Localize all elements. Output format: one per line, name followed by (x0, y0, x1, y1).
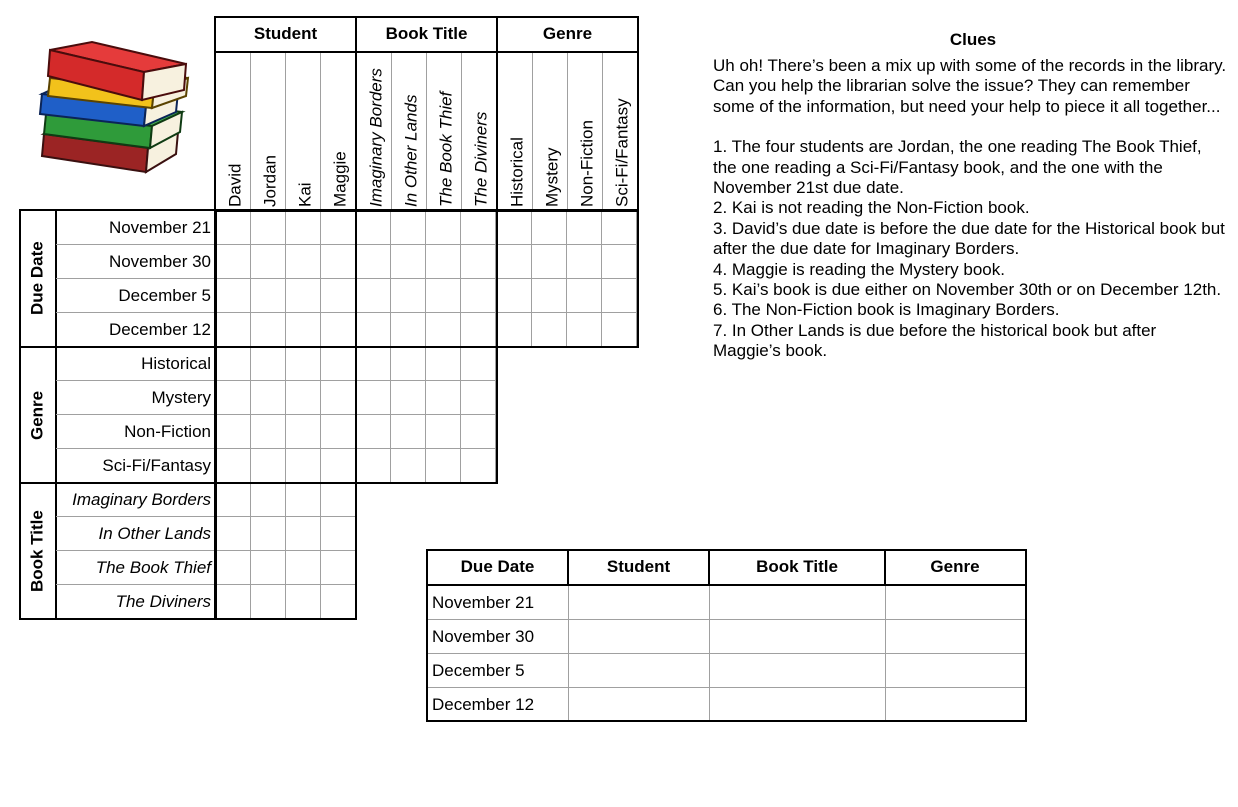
grid-cell[interactable] (251, 381, 286, 415)
grid-cell[interactable] (461, 449, 496, 483)
grid-cell[interactable] (426, 279, 461, 313)
grid-cell[interactable] (567, 245, 602, 279)
clues-intro: Uh oh! There’s been a mix up with some of the records in the library. Can you help the librarian solve the issue? They can remember some of the information, but need your help to piece it all together... (713, 56, 1227, 116)
grid-cell[interactable] (391, 449, 426, 483)
col-label-book-title: The Book Thief (436, 91, 456, 207)
grid-cell[interactable] (286, 517, 321, 551)
row-label-book-title: The Diviners (115, 592, 211, 611)
solution-header-book-title: Book Title (756, 557, 838, 576)
grid-cell[interactable] (216, 517, 251, 551)
grid-cell[interactable] (251, 517, 286, 551)
clues-title: Clues (949, 30, 997, 49)
grid-cell[interactable] (216, 483, 251, 517)
row-label-genre: Sci-Fi/Fantasy (102, 456, 211, 475)
grid-cell[interactable] (321, 415, 356, 449)
grid-cell[interactable] (356, 381, 391, 415)
solution-answer-cell[interactable] (569, 620, 708, 653)
grid-cell[interactable] (286, 279, 321, 313)
grid-cell[interactable] (356, 279, 391, 313)
col-label-student: Maggie (330, 151, 350, 207)
grid-cell[interactable] (251, 483, 286, 517)
grid-cell[interactable] (286, 449, 321, 483)
solution-answer-cell[interactable] (710, 654, 884, 687)
grid-cell[interactable] (497, 245, 532, 279)
grid-cell[interactable] (461, 381, 496, 415)
grid-cell[interactable] (321, 279, 356, 313)
grid-cell[interactable] (426, 313, 461, 347)
grid-cell[interactable] (532, 279, 567, 313)
grid-cell[interactable] (216, 279, 251, 313)
side-header-book-title: Book Title (27, 510, 47, 592)
grid-cell[interactable] (321, 517, 356, 551)
grid-cell[interactable] (356, 313, 391, 347)
grid-cell[interactable] (461, 313, 496, 347)
clue-item: 5. Kai’s book is due either on November 30th or on December 12th. (713, 280, 1222, 300)
solution-answer-cell[interactable] (569, 586, 708, 619)
grid-cell[interactable] (602, 313, 637, 347)
grid-cell[interactable] (216, 313, 251, 347)
group-header-genre: Genre (542, 24, 593, 43)
grid-cell[interactable] (321, 483, 356, 517)
grid-cell[interactable] (391, 211, 426, 245)
solution-row-due-date: December 12 (432, 694, 535, 714)
clue-item: 2. Kai is not reading the Non-Fiction book. (713, 198, 1030, 218)
grid-cell[interactable] (216, 211, 251, 245)
col-label-book-title: Imaginary Borders (366, 68, 386, 207)
col-label-book-title: The Diviners (471, 111, 491, 207)
grid-cell[interactable] (426, 211, 461, 245)
grid-cell[interactable] (321, 313, 356, 347)
grid-cell[interactable] (321, 245, 356, 279)
grid-cell[interactable] (356, 211, 391, 245)
row-label-due-date: December 12 (108, 320, 211, 339)
grid-cell[interactable] (532, 245, 567, 279)
clue-item: 7. In Other Lands is due before the historical book but after Maggie’s book. (713, 320, 1157, 361)
grid-cell[interactable] (216, 245, 251, 279)
col-label-book-title: In Other Lands (401, 94, 421, 207)
grid-cell[interactable] (286, 245, 321, 279)
grid-cell[interactable] (216, 585, 251, 619)
grid-cell[interactable] (461, 279, 496, 313)
clue-item: 6. The Non-Fiction book is Imaginary Borders. (713, 300, 1060, 320)
solution-row-due-date: November 21 (432, 593, 535, 612)
grid-cell[interactable] (251, 245, 286, 279)
grid-cell[interactable] (602, 245, 637, 279)
solution-row-due-date: December 5 (432, 661, 525, 680)
row-label-due-date: November 21 (108, 218, 211, 237)
grid-cell[interactable] (497, 211, 532, 245)
grid-cell[interactable] (497, 313, 532, 347)
grid-cell[interactable] (286, 415, 321, 449)
solution-answer-cell[interactable] (886, 620, 1025, 653)
grid-cell[interactable] (426, 347, 461, 381)
grid-cell[interactable] (567, 313, 602, 347)
grid-cell[interactable] (286, 313, 321, 347)
grid-cell[interactable] (216, 415, 251, 449)
grid-cell[interactable] (567, 211, 602, 245)
grid-cell[interactable] (426, 381, 461, 415)
solution-answer-cell[interactable] (710, 688, 884, 721)
grid-cell[interactable] (286, 347, 321, 381)
grid-cell[interactable] (391, 279, 426, 313)
group-header-book-title: Book Title (385, 24, 468, 43)
solution-row-due-date: November 30 (432, 627, 535, 646)
solution-answer-cell[interactable] (710, 586, 884, 619)
grid-cell[interactable] (426, 245, 461, 279)
grid-cell[interactable] (426, 449, 461, 483)
grid-cell[interactable] (391, 313, 426, 347)
row-label-genre: Historical (141, 354, 211, 373)
grid-cell[interactable] (356, 415, 391, 449)
grid-cell[interactable] (251, 415, 286, 449)
solution-header-due-date: Due Date (460, 557, 535, 576)
col-label-student: Jordan (260, 155, 280, 207)
row-label-genre: Mystery (151, 388, 211, 407)
grid-cell[interactable] (461, 245, 496, 279)
row-label-due-date: December 5 (118, 286, 211, 305)
grid-cell[interactable] (321, 449, 356, 483)
col-label-genre: Non-Fiction (577, 120, 597, 207)
row-label-book-title: In Other Lands (98, 524, 211, 543)
grid-cell[interactable] (391, 245, 426, 279)
clue-item: 1. The four students are Jordan, the one reading The Book Thief, the one reading a Sci-Fi/Fantasy book, and the one with the November 21st due date. (713, 137, 1202, 198)
grid-cell[interactable] (602, 211, 637, 245)
solution-answer-cell[interactable] (886, 586, 1025, 619)
solution-header-genre: Genre (930, 557, 980, 576)
grid-cell[interactable] (602, 279, 637, 313)
group-header-student: Student (253, 24, 318, 43)
grid-cell[interactable] (426, 415, 461, 449)
grid-cell[interactable] (356, 347, 391, 381)
grid-cell[interactable] (461, 347, 496, 381)
row-label-due-date: November 30 (108, 252, 211, 271)
grid-cell[interactable] (497, 279, 532, 313)
solution-answer-cell[interactable] (886, 688, 1025, 721)
solution-answer-cell[interactable] (886, 654, 1025, 687)
col-label-student: Kai (295, 182, 315, 207)
grid-cell[interactable] (356, 449, 391, 483)
side-header-genre: Genre (27, 390, 47, 440)
grid-cell[interactable] (532, 211, 567, 245)
grid-cell[interactable] (391, 381, 426, 415)
col-label-genre: Sci-Fi/Fantasy (612, 98, 632, 207)
grid-cell[interactable] (216, 551, 251, 585)
grid-cell[interactable] (461, 415, 496, 449)
grid-cell[interactable] (321, 551, 356, 585)
grid-cell[interactable] (286, 551, 321, 585)
solution-answer-cell[interactable] (569, 654, 708, 687)
clue-item: 4. Maggie is reading the Mystery book. (713, 259, 1005, 279)
row-label-genre: Non-Fiction (124, 422, 211, 441)
row-label-book-title: The Book Thief (95, 558, 211, 577)
grid-cell[interactable] (251, 347, 286, 381)
grid-cell[interactable] (356, 245, 391, 279)
grid-cell[interactable] (567, 279, 602, 313)
grid-cell[interactable] (216, 347, 251, 381)
grid-cell[interactable] (391, 415, 426, 449)
solution-header-student: Student (606, 557, 671, 576)
grid-cell[interactable] (321, 211, 356, 245)
grid-cell[interactable] (461, 211, 496, 245)
grid-cell[interactable] (216, 381, 251, 415)
grid-cell[interactable] (321, 585, 356, 619)
books-icon (36, 36, 198, 192)
grid-cell[interactable] (321, 347, 356, 381)
grid-cell[interactable] (251, 279, 286, 313)
grid-cell[interactable] (251, 449, 286, 483)
grid-cell[interactable] (532, 313, 567, 347)
grid-cell[interactable] (251, 313, 286, 347)
grid-cell[interactable] (216, 449, 251, 483)
solution-answer-cell[interactable] (569, 688, 708, 721)
side-header-due-date: Due Date (27, 241, 47, 316)
col-label-genre: Historical (507, 137, 527, 207)
clue-item: 3. David’s due date is before the due date for the Historical book but after the due date for Imaginary Borders. (713, 218, 1225, 259)
grid-cell[interactable] (251, 551, 286, 585)
grid-cell[interactable] (321, 381, 356, 415)
grid-cell[interactable] (286, 381, 321, 415)
clues-body (713, 56, 1228, 362)
grid-cell[interactable] (286, 585, 321, 619)
grid-cell[interactable] (286, 211, 321, 245)
grid-cell[interactable] (286, 483, 321, 517)
grid-cell[interactable] (391, 347, 426, 381)
row-label-book-title: Imaginary Borders (72, 490, 211, 509)
grid-cell[interactable] (251, 585, 286, 619)
solution-answer-cell[interactable] (710, 620, 884, 653)
col-label-student: David (225, 163, 245, 207)
col-label-genre: Mystery (542, 147, 562, 207)
grid-cell[interactable] (251, 211, 286, 245)
